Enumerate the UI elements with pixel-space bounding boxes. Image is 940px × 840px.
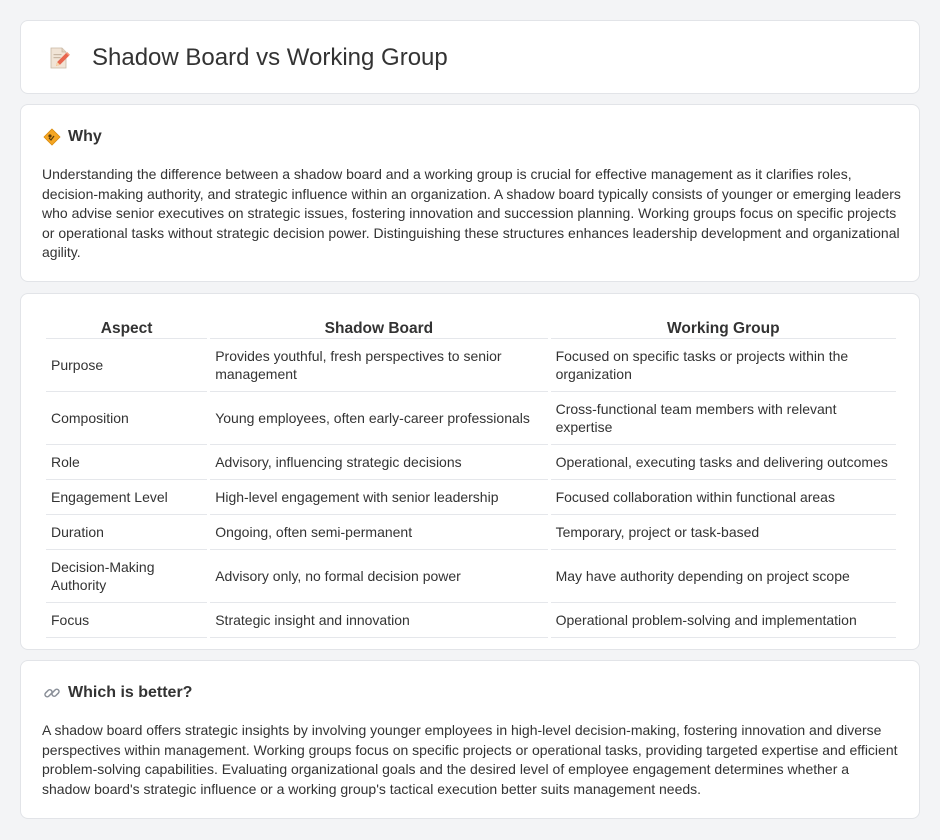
table-row [46,603,896,638]
aspect-cell: Composition [46,392,207,445]
why-heading: Why [68,128,102,145]
title-card [20,20,920,94]
aspect-cell: Decision-Making Authority [46,550,207,603]
shadow-board-cell: Strategic insight and innovation [210,603,547,638]
working-group-cell: Operational, executing tasks and delivering outcomes [551,445,896,480]
table-row [46,515,896,550]
table-row [46,392,896,445]
aspect-cell: Focus [46,603,207,638]
column-header-aspect: Aspect [46,315,207,339]
better-header [43,683,192,703]
aspect-cell: Purpose [46,339,207,392]
column-header-working-group: Working Group [551,315,896,339]
diamond-sign-icon [43,128,61,146]
aspect-cell: Engagement Level [46,480,207,515]
table-row [46,550,896,603]
shadow-board-cell: Advisory only, no formal decision power [210,550,547,603]
shadow-board-cell: Provides youthful, fresh perspectives to senior management [210,339,547,392]
why-section [20,104,920,282]
why-text: Understanding the difference between a shadow board and a working group is crucial for effective management as it clarifies roles, decision-making authority, and strategic influence within an organization. A shadow board typically consists of younger or emerging leaders who advise senior executives on strategic issues, fostering innovation and succession planning. Working groups focus on specific projects or operational tasks without strategic decision power. Distinguishing these structures enhances leadership development and organizational agility. [42,166,901,261]
working-group-cell: Temporary, project or task-based [551,515,896,550]
comparison-table [43,315,899,638]
table-row [46,339,896,392]
working-group-cell: Focused on specific tasks or projects within the organization [551,339,896,392]
table-row [46,480,896,515]
comparison-section [20,293,920,650]
working-group-cell: May have authority depending on project scope [551,550,896,603]
working-group-cell: Operational problem-solving and implementation [551,603,896,638]
better-heading: Which is better? [68,684,193,701]
shadow-board-cell: Ongoing, often semi-permanent [210,515,547,550]
better-text: A shadow board offers strategic insights by involving younger employees in high-level decision-making, fostering innovation and diverse perspectives within management. Working groups focus on specific projects or operational tasks, providing targeted expertise and efficient problem-solving capabilities. Evaluating organizational goals and the desired level of employee engagement determines whether a shadow board's strategic influence or a working group's tactical execution better suits management needs. [42,722,898,797]
working-group-cell: Cross-functional team members with relevant expertise [551,392,896,445]
link-icon [43,684,61,702]
shadow-board-cell: Young employees, often early-career professionals [210,392,547,445]
which-is-better-section [20,660,920,819]
why-header [43,127,102,147]
table-row [46,445,896,480]
document-pencil-icon [47,46,71,70]
shadow-board-cell: Advisory, influencing strategic decisions [210,445,547,480]
page-title: Shadow Board vs Working Group [92,44,448,71]
aspect-cell: Role [46,445,207,480]
table-header-row [46,315,896,339]
shadow-board-cell: High-level engagement with senior leadership [210,480,547,515]
working-group-cell: Focused collaboration within functional areas [551,480,896,515]
aspect-cell: Duration [46,515,207,550]
column-header-shadow-board: Shadow Board [210,315,547,339]
